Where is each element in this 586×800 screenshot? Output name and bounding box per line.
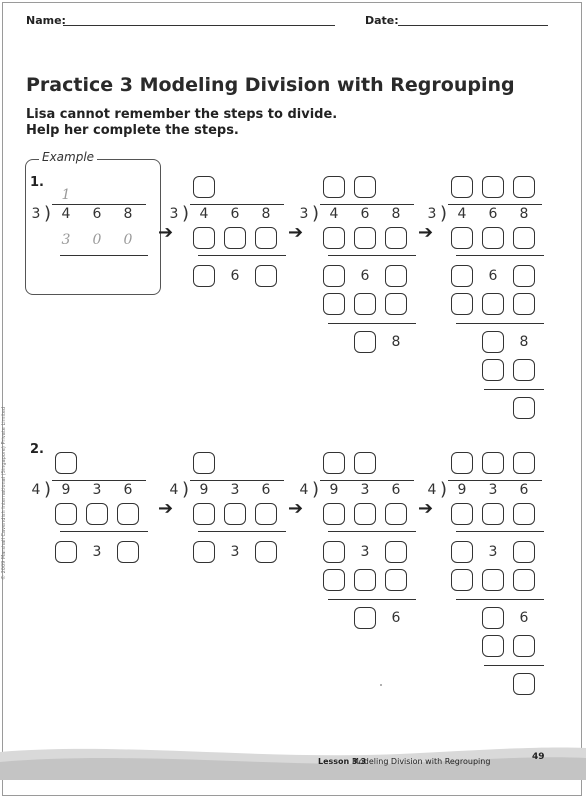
division-bar (52, 204, 146, 205)
dividend-digit: 6 (230, 206, 240, 222)
division-bracket-icon: ) (312, 203, 320, 224)
answer-box[interactable] (323, 265, 345, 287)
arrow-right-icon: ➔ (418, 498, 434, 519)
answer-box[interactable] (513, 635, 535, 657)
instruction-line-1: Lisa cannot remember the steps to divide. (26, 107, 338, 122)
division-bracket-icon: ) (44, 479, 52, 500)
dividend-digit: 8 (123, 206, 133, 222)
date-field[interactable] (398, 25, 548, 26)
answer-box[interactable] (451, 176, 473, 198)
footer-wave (0, 740, 586, 780)
answer-box[interactable] (482, 635, 504, 657)
brought-down-digit: 8 (519, 334, 529, 350)
answer-box[interactable] (482, 607, 504, 629)
dividend-digit: 4 (329, 206, 339, 222)
answer-box[interactable] (482, 359, 504, 381)
answer-box[interactable] (513, 503, 535, 525)
footer-lesson: Lesson 3.3 (318, 757, 367, 766)
problem-number: 2. (30, 442, 44, 457)
division-bar (320, 480, 414, 481)
remainder-digit: 6 (230, 268, 240, 284)
answer-box[interactable] (323, 227, 345, 249)
division-bracket-icon: ) (182, 479, 190, 500)
name-label: Name: (26, 14, 66, 27)
dividend-digit: 3 (230, 482, 240, 498)
answer-box[interactable] (323, 541, 345, 563)
answer-box[interactable] (323, 503, 345, 525)
dividend-digit: 3 (92, 482, 102, 498)
answer-box[interactable] (354, 569, 376, 591)
dividend-digit: 6 (92, 206, 102, 222)
answer-box[interactable] (451, 569, 473, 591)
answer-box[interactable] (193, 503, 215, 525)
answer-box[interactable] (451, 293, 473, 315)
dividend-digit: 8 (261, 206, 271, 222)
answer-box[interactable] (451, 541, 473, 563)
answer-box[interactable] (385, 503, 407, 525)
divisor-digit: 3 (299, 206, 309, 222)
arrow-right-icon: ➔ (288, 222, 304, 243)
brought-down-digit: 6 (391, 610, 401, 626)
division-bar (448, 204, 542, 205)
answer-box[interactable] (385, 293, 407, 315)
dividend-digit: 6 (261, 482, 271, 498)
answer-box[interactable] (451, 265, 473, 287)
division-bracket-icon: ) (182, 203, 190, 224)
dividend-digit: 4 (199, 206, 209, 222)
dividend-digit: 9 (329, 482, 339, 498)
dividend-digit: 6 (360, 206, 370, 222)
answer-box[interactable] (117, 541, 139, 563)
example-box (25, 159, 161, 295)
dividend-digit: 3 (360, 482, 370, 498)
name-field[interactable] (63, 25, 335, 26)
example-label: Example (39, 150, 97, 164)
subtraction-line (198, 255, 286, 256)
answer-box[interactable] (513, 569, 535, 591)
dividend-digit: 4 (61, 206, 71, 222)
divisor-digit: 4 (427, 482, 437, 498)
subtraction-line (60, 255, 148, 256)
dividend-digit: 6 (519, 482, 529, 498)
dividend-digit: 6 (391, 482, 401, 498)
date-label: Date: (365, 14, 399, 27)
example-product-digit: 3 (61, 232, 71, 248)
answer-box[interactable] (482, 569, 504, 591)
answer-box[interactable] (482, 176, 504, 198)
answer-box[interactable] (385, 569, 407, 591)
dividend-digit: 8 (519, 206, 529, 222)
subtraction-line (456, 255, 544, 256)
answer-box[interactable] (482, 503, 504, 525)
division-bracket-icon: ) (440, 479, 448, 500)
dividend-digit: 8 (391, 206, 401, 222)
example-product-digit: 0 (92, 232, 102, 248)
page-number: 49 (532, 752, 545, 762)
answer-box[interactable] (513, 176, 535, 198)
answer-box[interactable] (323, 293, 345, 315)
answer-box[interactable] (354, 227, 376, 249)
answer-box[interactable] (451, 452, 473, 474)
answer-box[interactable] (193, 452, 215, 474)
answer-box[interactable] (482, 331, 504, 353)
divisor-digit: 4 (31, 482, 41, 498)
answer-box[interactable] (55, 541, 77, 563)
division-bracket-icon: ) (440, 203, 448, 224)
brought-down-digit: 6 (519, 610, 529, 626)
answer-box[interactable] (224, 503, 246, 525)
arrow-right-icon: ➔ (288, 498, 304, 519)
remainder-digit: 3 (488, 544, 498, 560)
subtraction-line (456, 323, 544, 324)
answer-box[interactable] (513, 265, 535, 287)
answer-box[interactable] (482, 293, 504, 315)
answer-box[interactable] (117, 503, 139, 525)
answer-box[interactable] (86, 503, 108, 525)
stray-mark (380, 684, 382, 686)
remainder-digit: 3 (360, 544, 370, 560)
answer-box[interactable] (451, 503, 473, 525)
answer-box[interactable] (513, 541, 535, 563)
arrow-right-icon: ➔ (158, 498, 174, 519)
subtraction-line (484, 665, 544, 666)
division-bar (448, 480, 542, 481)
answer-box[interactable] (513, 673, 535, 695)
answer-box[interactable] (513, 452, 535, 474)
subtraction-line (60, 531, 148, 532)
answer-box[interactable] (354, 331, 376, 353)
remainder-digit: 3 (92, 544, 102, 560)
copyright-text: © 2009 Marshall Cavendish International (Singapore) Private Limited (1, 406, 7, 580)
example-product-digit: 0 (123, 232, 133, 248)
subtraction-line (456, 531, 544, 532)
answer-box[interactable] (55, 503, 77, 525)
remainder-digit: 3 (230, 544, 240, 560)
problem-number: 1. (30, 175, 44, 190)
subtraction-line (456, 599, 544, 600)
answer-box[interactable] (482, 227, 504, 249)
answer-box[interactable] (193, 265, 215, 287)
answer-box[interactable] (513, 397, 535, 419)
division-bar (190, 204, 284, 205)
answer-box[interactable] (513, 227, 535, 249)
subtraction-line (328, 531, 416, 532)
instruction-line-2: Help her complete the steps. (26, 123, 239, 138)
answer-box[interactable] (451, 227, 473, 249)
divisor-digit: 3 (31, 206, 41, 222)
answer-box[interactable] (354, 176, 376, 198)
remainder-digit: 6 (488, 268, 498, 284)
page-title: Practice 3 Modeling Division with Regrouping (26, 74, 515, 96)
answer-box[interactable] (323, 452, 345, 474)
dividend-digit: 3 (488, 482, 498, 498)
answer-box[interactable] (255, 265, 277, 287)
division-bar (190, 480, 284, 481)
answer-box[interactable] (193, 541, 215, 563)
answer-box[interactable] (193, 176, 215, 198)
subtraction-line (198, 531, 286, 532)
dividend-digit: 6 (123, 482, 133, 498)
answer-box[interactable] (513, 359, 535, 381)
division-bar (52, 480, 146, 481)
answer-box[interactable] (255, 227, 277, 249)
divisor-digit: 3 (169, 206, 179, 222)
answer-box[interactable] (55, 452, 77, 474)
subtraction-line (484, 389, 544, 390)
answer-box[interactable] (385, 541, 407, 563)
dividend-digit: 9 (61, 482, 71, 498)
answer-box[interactable] (323, 569, 345, 591)
divisor-digit: 4 (299, 482, 309, 498)
answer-box[interactable] (385, 265, 407, 287)
answer-box[interactable] (255, 541, 277, 563)
division-bracket-icon: ) (312, 479, 320, 500)
answer-box[interactable] (224, 227, 246, 249)
answer-box[interactable] (385, 227, 407, 249)
dividend-digit: 6 (488, 206, 498, 222)
answer-box[interactable] (354, 293, 376, 315)
subtraction-line (328, 323, 416, 324)
divisor-digit: 4 (169, 482, 179, 498)
brought-down-digit: 8 (391, 334, 401, 350)
subtraction-line (328, 599, 416, 600)
divisor-digit: 3 (427, 206, 437, 222)
answer-box[interactable] (323, 176, 345, 198)
remainder-digit: 6 (360, 268, 370, 284)
dividend-digit: 4 (457, 206, 467, 222)
division-bracket-icon: ) (44, 203, 52, 224)
answer-box[interactable] (354, 607, 376, 629)
dividend-digit: 9 (457, 482, 467, 498)
arrow-right-icon: ➔ (418, 222, 434, 243)
division-bar (320, 204, 414, 205)
answer-box[interactable] (513, 293, 535, 315)
dividend-digit: 9 (199, 482, 209, 498)
arrow-right-icon: ➔ (158, 222, 174, 243)
answer-box[interactable] (255, 503, 277, 525)
subtraction-line (328, 255, 416, 256)
answer-box[interactable] (193, 227, 215, 249)
answer-box[interactable] (354, 452, 376, 474)
footer-title: Modeling Division with Regrouping (352, 757, 491, 766)
answer-box[interactable] (354, 503, 376, 525)
answer-box[interactable] (482, 452, 504, 474)
example-quotient-digit: 1 (61, 187, 71, 203)
